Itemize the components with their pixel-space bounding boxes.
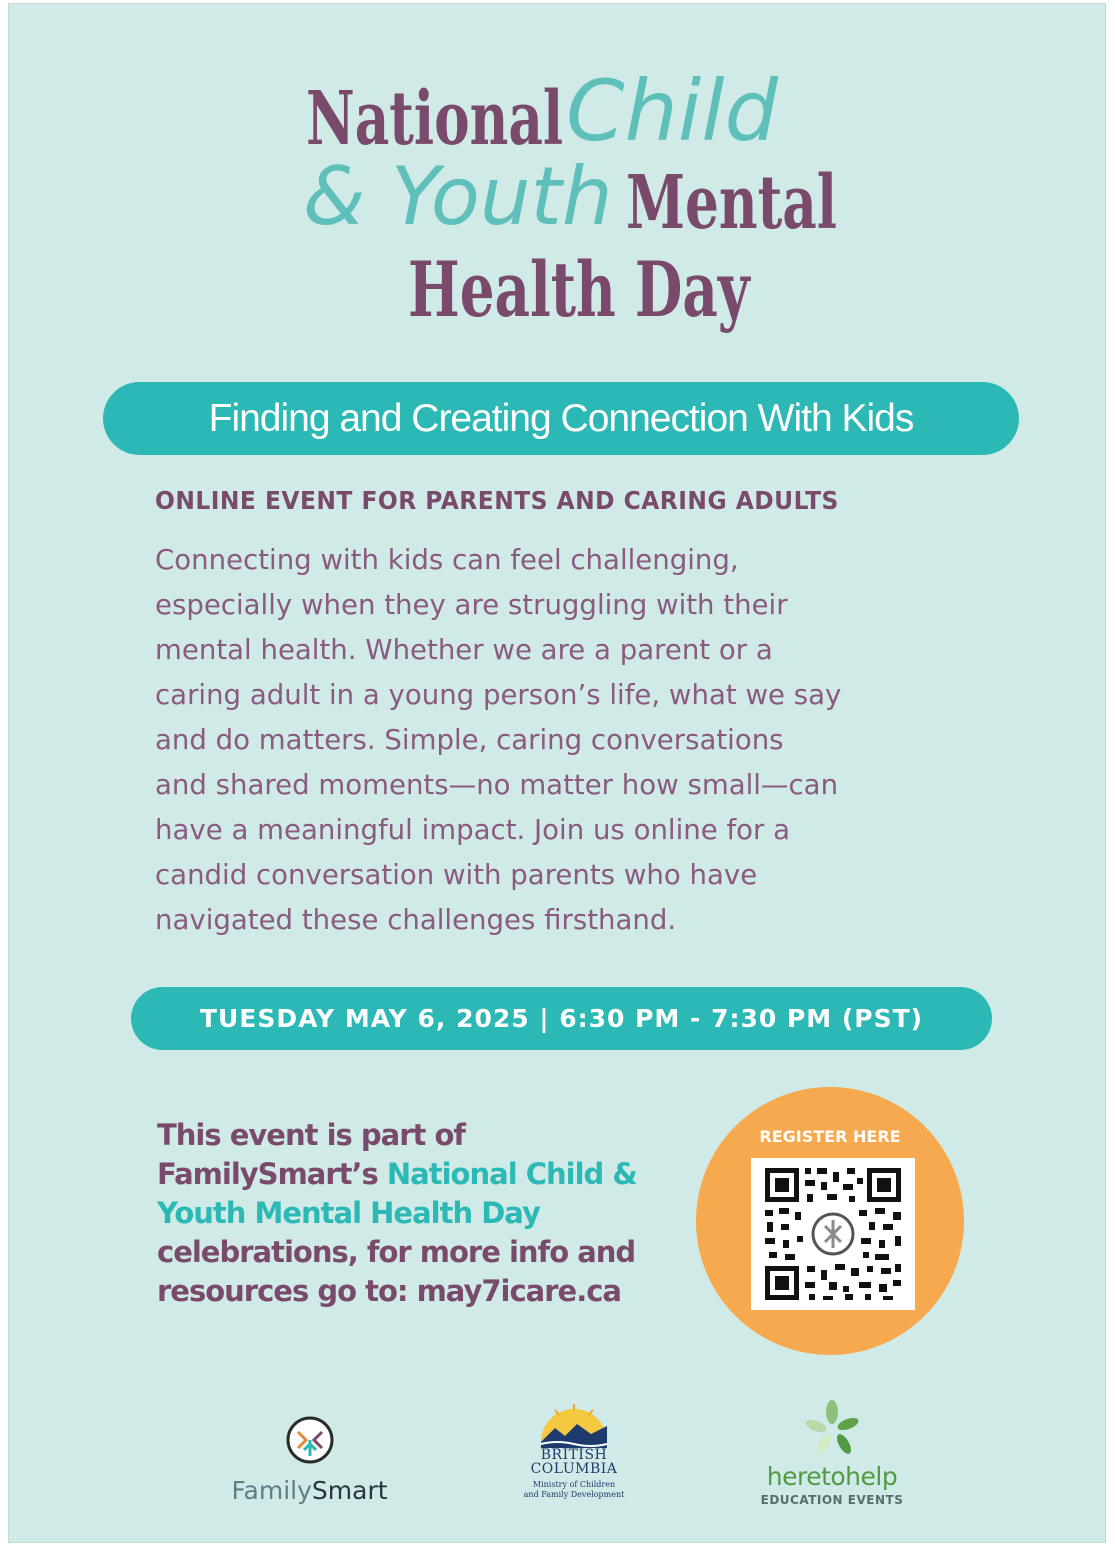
qr-code-icon bbox=[751, 1158, 915, 1310]
bc-line3: Ministry of Children bbox=[532, 1480, 616, 1489]
description-line: candid conversation with parents who have bbox=[155, 858, 758, 891]
bc-sun-mountain-icon bbox=[539, 1402, 609, 1448]
date-time-banner: TUESDAY MAY 6, 2025 | 6:30 PM - 7:30 PM (PST) bbox=[131, 987, 992, 1050]
familysmart-wordmark: FamilySmart bbox=[231, 1476, 388, 1505]
qr-code[interactable] bbox=[751, 1158, 915, 1310]
heretohelp-logo bbox=[752, 1398, 912, 1510]
bc-government-logo bbox=[520, 1402, 628, 1514]
title-mental: Mental bbox=[626, 160, 837, 246]
bc-line4: and Family Development bbox=[523, 1490, 625, 1499]
session-title-banner: Finding and Creating Connection With Kids bbox=[103, 382, 1019, 455]
info-part1: This event is part of FamilySmart’s bbox=[157, 1118, 465, 1191]
title-child: Child bbox=[566, 62, 778, 160]
description-line: and shared moments—no matter how small—can bbox=[155, 768, 839, 801]
title-youth: & Youth bbox=[303, 150, 613, 243]
bc-line2: COLUMBIA bbox=[530, 1461, 618, 1477]
info-highlight-link[interactable]: National Child & Youth Mental Health Day bbox=[157, 1157, 637, 1230]
bc-line1: BRITISH bbox=[540, 1447, 608, 1463]
event-subheading: ONLINE EVENT FOR PARENTS AND CARING ADULTS bbox=[155, 486, 839, 515]
heretohelp-wordmark: heretohelp bbox=[766, 1462, 898, 1491]
description-line: navigated these challenges firsthand. bbox=[155, 903, 677, 936]
info-part2: celebrations, for more info and resources go to: may7icare.ca bbox=[157, 1235, 636, 1308]
heretohelp-subtitle: EDUCATION EVENTS bbox=[760, 1493, 904, 1507]
event-description bbox=[155, 537, 1015, 942]
description-line: mental health. Whether we are a parent or a bbox=[155, 633, 773, 666]
title-health-day: Health Day bbox=[408, 245, 750, 334]
description-line: Connecting with kids can feel challenging, bbox=[155, 543, 739, 576]
description-line: have a meaningful impact. Join us online for a bbox=[155, 813, 791, 846]
description-line: especially when they are struggling with their bbox=[155, 588, 788, 621]
heretohelp-leaf-icon bbox=[802, 1398, 862, 1458]
register-label: REGISTER HERE bbox=[759, 1127, 901, 1146]
description-line: caring adult in a young person’s life, what we say bbox=[155, 678, 842, 711]
familysmart-logo-icon bbox=[284, 1414, 336, 1466]
familysmart-logo bbox=[222, 1412, 397, 1512]
description-line: and do matters. Simple, caring conversations bbox=[155, 723, 784, 756]
event-info-text bbox=[157, 1116, 687, 1311]
title-national: National bbox=[306, 76, 564, 162]
register-badge[interactable] bbox=[696, 1087, 964, 1355]
